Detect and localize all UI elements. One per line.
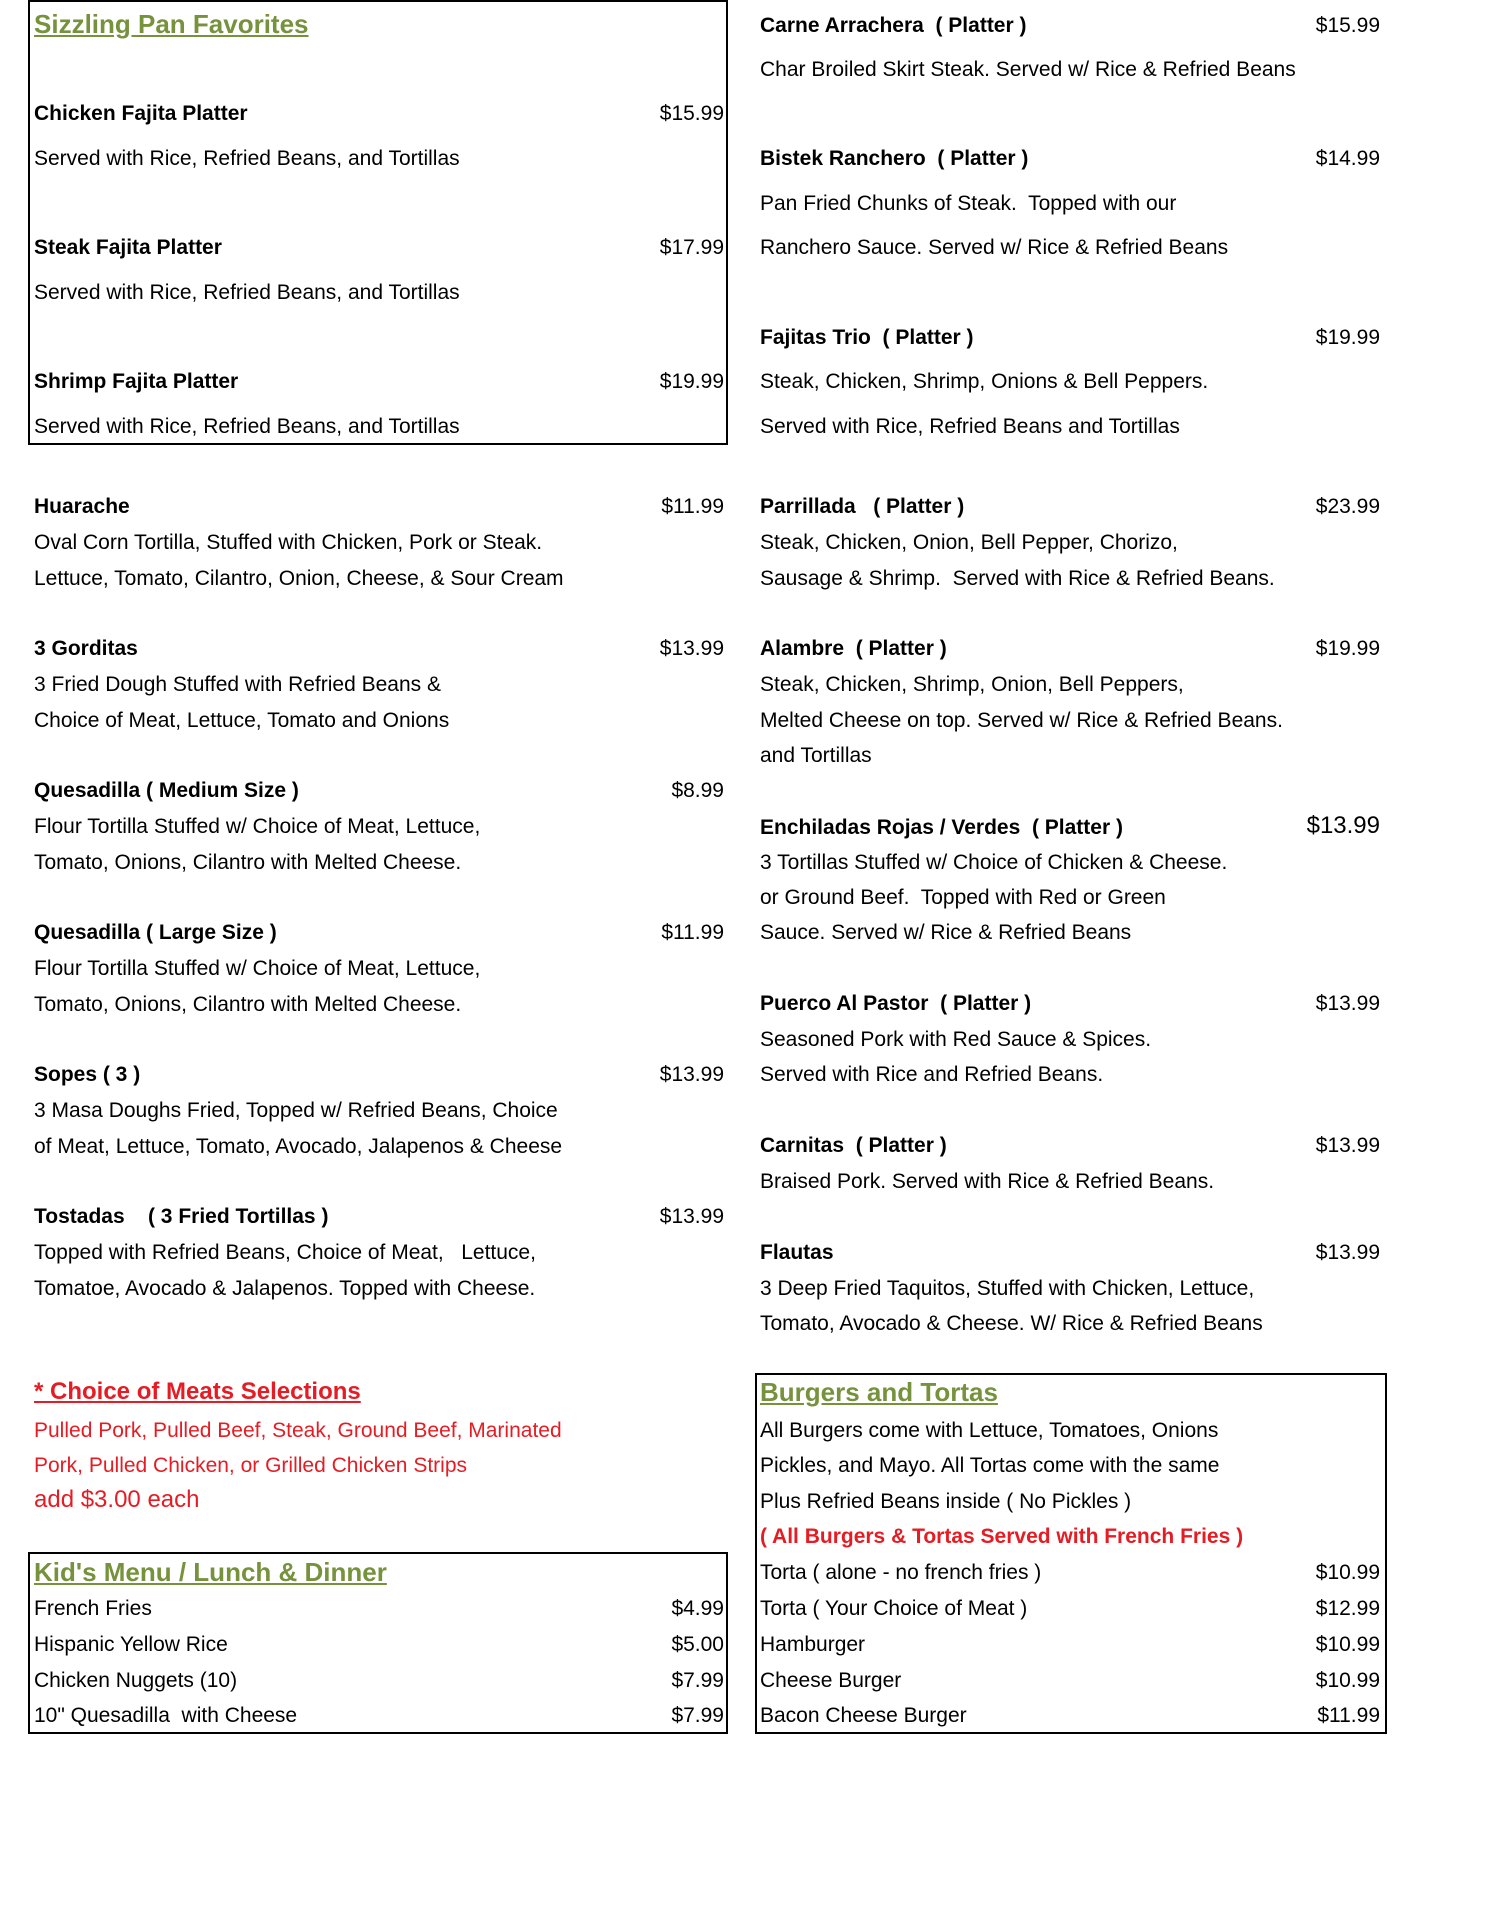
menu-item-desc: Pan Fried Chunks of Steak. Topped with our bbox=[760, 192, 1177, 215]
menu-item-price: $19.99 bbox=[1315, 637, 1380, 660]
menu-item-desc: 3 Tortillas Stuffed w/ Choice of Chicken & Cheese. bbox=[760, 851, 1228, 874]
burger-item-name: Torta ( Your Choice of Meat ) bbox=[760, 1597, 1028, 1620]
menu-item-price: $13.99 bbox=[659, 637, 724, 660]
menu-item-name: Tostadas ( 3 Fried Tortillas ) bbox=[34, 1205, 329, 1228]
menu-item-price: $23.99 bbox=[1315, 495, 1380, 518]
menu-item-name: Quesadilla ( Large Size ) bbox=[34, 921, 277, 944]
menu-item-name: Huarache bbox=[34, 495, 130, 518]
menu-item-desc: Served with Rice, Refried Beans, and Tortillas bbox=[34, 147, 460, 170]
menu-item-price: $15.99 bbox=[1315, 14, 1380, 37]
kids-item-price: $5.00 bbox=[671, 1633, 724, 1656]
menu-item-name: Puerco Al Pastor ( Platter ) bbox=[760, 992, 1032, 1015]
kids-item-name: Chicken Nuggets (10) bbox=[34, 1669, 238, 1692]
menu-item-desc: Braised Pork. Served with Rice & Refried Beans. bbox=[760, 1170, 1215, 1193]
kids-item-name: 10" Quesadilla with Cheese bbox=[34, 1704, 298, 1727]
menu-item-name: Carne Arrachera ( Platter ) bbox=[760, 14, 1027, 37]
kids-item-name: Hispanic Yellow Rice bbox=[34, 1633, 228, 1656]
menu-item-name: Quesadilla ( Medium Size ) bbox=[34, 779, 299, 802]
burger-item-name: Torta ( alone - no french fries ) bbox=[760, 1561, 1042, 1584]
menu-item-desc: Served with Rice, Refried Beans, and Tortillas bbox=[34, 415, 460, 438]
burger-item-price: $10.99 bbox=[1315, 1561, 1380, 1584]
sizzling-title: Sizzling Pan Favorites bbox=[34, 9, 309, 39]
menu-item-desc: of Meat, Lettuce, Tomato, Avocado, Jalapenos & Cheese bbox=[34, 1135, 563, 1158]
kids-item-name: French Fries bbox=[34, 1597, 152, 1620]
menu-item-price: $19.99 bbox=[1315, 326, 1380, 349]
menu-item-name: Chicken Fajita Platter bbox=[34, 102, 248, 125]
menu-item-desc: Flour Tortilla Stuffed w/ Choice of Meat, Lettuce, bbox=[34, 815, 481, 838]
kids-item-price: $4.99 bbox=[671, 1597, 724, 1620]
burger-item-price: $10.99 bbox=[1315, 1669, 1380, 1692]
menu-item-price: $13.99 bbox=[1315, 992, 1380, 1015]
menu-item-desc: Tomato, Onions, Cilantro with Melted Cheese. bbox=[34, 851, 462, 874]
burger-item-price: $12.99 bbox=[1315, 1597, 1380, 1620]
menu-item-name: Sopes ( 3 ) bbox=[34, 1063, 141, 1086]
menu-item-desc: Served with Rice and Refried Beans. bbox=[760, 1063, 1104, 1086]
menu-item-desc: Flour Tortilla Stuffed w/ Choice of Meat, Lettuce, bbox=[34, 957, 481, 980]
menu-item-name: Alambre ( Platter ) bbox=[760, 637, 947, 660]
menu-item-desc: Topped with Refried Beans, Choice of Meat, Lettuce, bbox=[34, 1241, 536, 1264]
menu-item-name: Carnitas ( Platter ) bbox=[760, 1134, 947, 1157]
menu-item-desc: Ranchero Sauce. Served w/ Rice & Refried Beans bbox=[760, 236, 1229, 259]
menu-item-price: $11.99 bbox=[661, 495, 724, 518]
menu-item-name: Enchiladas Rojas / Verdes ( Platter ) bbox=[760, 816, 1123, 839]
meats-title: * Choice of Meats Selections bbox=[34, 1378, 361, 1405]
menu-item-desc: Tomato, Avocado & Cheese. W/ Rice & Refried Beans bbox=[760, 1312, 1263, 1335]
menu-item-desc: Sauce. Served w/ Rice & Refried Beans bbox=[760, 921, 1132, 944]
burgers-note: ( All Burgers & Tortas Served with French Fries ) bbox=[760, 1525, 1244, 1548]
menu-item-desc: and Tortillas bbox=[760, 744, 872, 767]
menu-item-desc: Steak, Chicken, Shrimp, Onions & Bell Peppers. bbox=[760, 370, 1209, 393]
menu-item-price: $13.99 bbox=[659, 1205, 724, 1228]
burger-item-name: Hamburger bbox=[760, 1633, 866, 1656]
burgers-title: Burgers and Tortas bbox=[760, 1377, 998, 1407]
burgers-desc: All Burgers come with Lettuce, Tomatoes, Onions bbox=[760, 1419, 1219, 1442]
menu-item-desc: 3 Fried Dough Stuffed with Refried Beans & bbox=[34, 673, 442, 696]
menu-item-desc: Seasoned Pork with Red Sauce & Spices. bbox=[760, 1028, 1152, 1051]
menu-item-price: $8.99 bbox=[671, 779, 724, 802]
menu-item-desc: Served with Rice, Refried Beans, and Tortillas bbox=[34, 281, 460, 304]
menu-item-desc: Tomato, Onions, Cilantro with Melted Cheese. bbox=[34, 993, 462, 1016]
menu-item-price: $19.99 bbox=[659, 370, 724, 393]
menu-item-price: $13.99 bbox=[1315, 1134, 1380, 1157]
menu-item-desc: Served with Rice, Refried Beans and Tortillas bbox=[760, 415, 1180, 438]
kids-item-price: $7.99 bbox=[671, 1704, 724, 1727]
burger-item-name: Cheese Burger bbox=[760, 1669, 902, 1692]
menu-item-desc: Steak, Chicken, Shrimp, Onion, Bell Peppers, bbox=[760, 673, 1184, 696]
menu-item-price: $14.99 bbox=[1315, 147, 1380, 170]
menu-item-price: $13.99 bbox=[1315, 1241, 1380, 1264]
menu-item-desc: Melted Cheese on top. Served w/ Rice & Refried Beans. bbox=[760, 709, 1283, 732]
menu-item-desc: or Ground Beef. Topped with Red or Green bbox=[760, 886, 1166, 909]
burgers-desc: Pickles, and Mayo. All Tortas come with the same bbox=[760, 1454, 1220, 1477]
menu-item-desc: 3 Deep Fried Taquitos, Stuffed with Chicken, Lettuce, bbox=[760, 1277, 1255, 1300]
kids-title: Kid's Menu / Lunch & Dinner bbox=[34, 1557, 387, 1587]
meats-addon: add $3.00 each bbox=[34, 1486, 200, 1513]
menu-item-price: $15.99 bbox=[659, 102, 724, 125]
burgers-desc: Plus Refried Beans inside ( No Pickles ) bbox=[760, 1490, 1132, 1513]
menu-item-name: Shrimp Fajita Platter bbox=[34, 370, 239, 393]
menu-item-name: Flautas bbox=[760, 1241, 834, 1264]
menu-item-desc: Tomatoe, Avocado & Jalapenos. Topped with Cheese. bbox=[34, 1277, 536, 1300]
menu-item-price: $13.99 bbox=[659, 1063, 724, 1086]
menu-item-desc: Sausage & Shrimp. Served with Rice & Refried Beans. bbox=[760, 567, 1275, 590]
menu-item-price: $11.99 bbox=[661, 921, 724, 944]
menu-item-desc: Oval Corn Tortilla, Stuffed with Chicken, Pork or Steak. bbox=[34, 531, 543, 554]
menu-item-name: 3 Gorditas bbox=[34, 637, 138, 660]
menu-item-price: $13.99 bbox=[1306, 812, 1380, 839]
menu-item-name: Parrillada ( Platter ) bbox=[760, 495, 965, 518]
burger-item-name: Bacon Cheese Burger bbox=[760, 1704, 967, 1727]
meats-line: Pork, Pulled Chicken, or Grilled Chicken Strips bbox=[34, 1454, 468, 1477]
menu-item-name: Steak Fajita Platter bbox=[34, 236, 222, 259]
menu-item-desc: Choice of Meat, Lettuce, Tomato and Onions bbox=[34, 709, 450, 732]
menu-item-desc: Lettuce, Tomato, Cilantro, Onion, Cheese, & Sour Cream bbox=[34, 567, 564, 590]
menu-item-desc: 3 Masa Doughs Fried, Topped w/ Refried Beans, Choice bbox=[34, 1099, 558, 1122]
menu-item-name: Fajitas Trio ( Platter ) bbox=[760, 326, 974, 349]
burger-item-price: $10.99 bbox=[1315, 1633, 1380, 1656]
menu-item-desc: Steak, Chicken, Onion, Bell Pepper, Chorizo, bbox=[760, 531, 1178, 554]
kids-item-price: $7.99 bbox=[671, 1669, 724, 1692]
menu-item-price: $17.99 bbox=[659, 236, 724, 259]
menu-item-name: Bistek Ranchero ( Platter ) bbox=[760, 147, 1029, 170]
menu-item-desc: Char Broiled Skirt Steak. Served w/ Rice & Refried Beans bbox=[760, 58, 1296, 81]
meats-line: Pulled Pork, Pulled Beef, Steak, Ground Beef, Marinated bbox=[34, 1419, 562, 1442]
burger-item-price: $11.99 bbox=[1317, 1704, 1380, 1727]
